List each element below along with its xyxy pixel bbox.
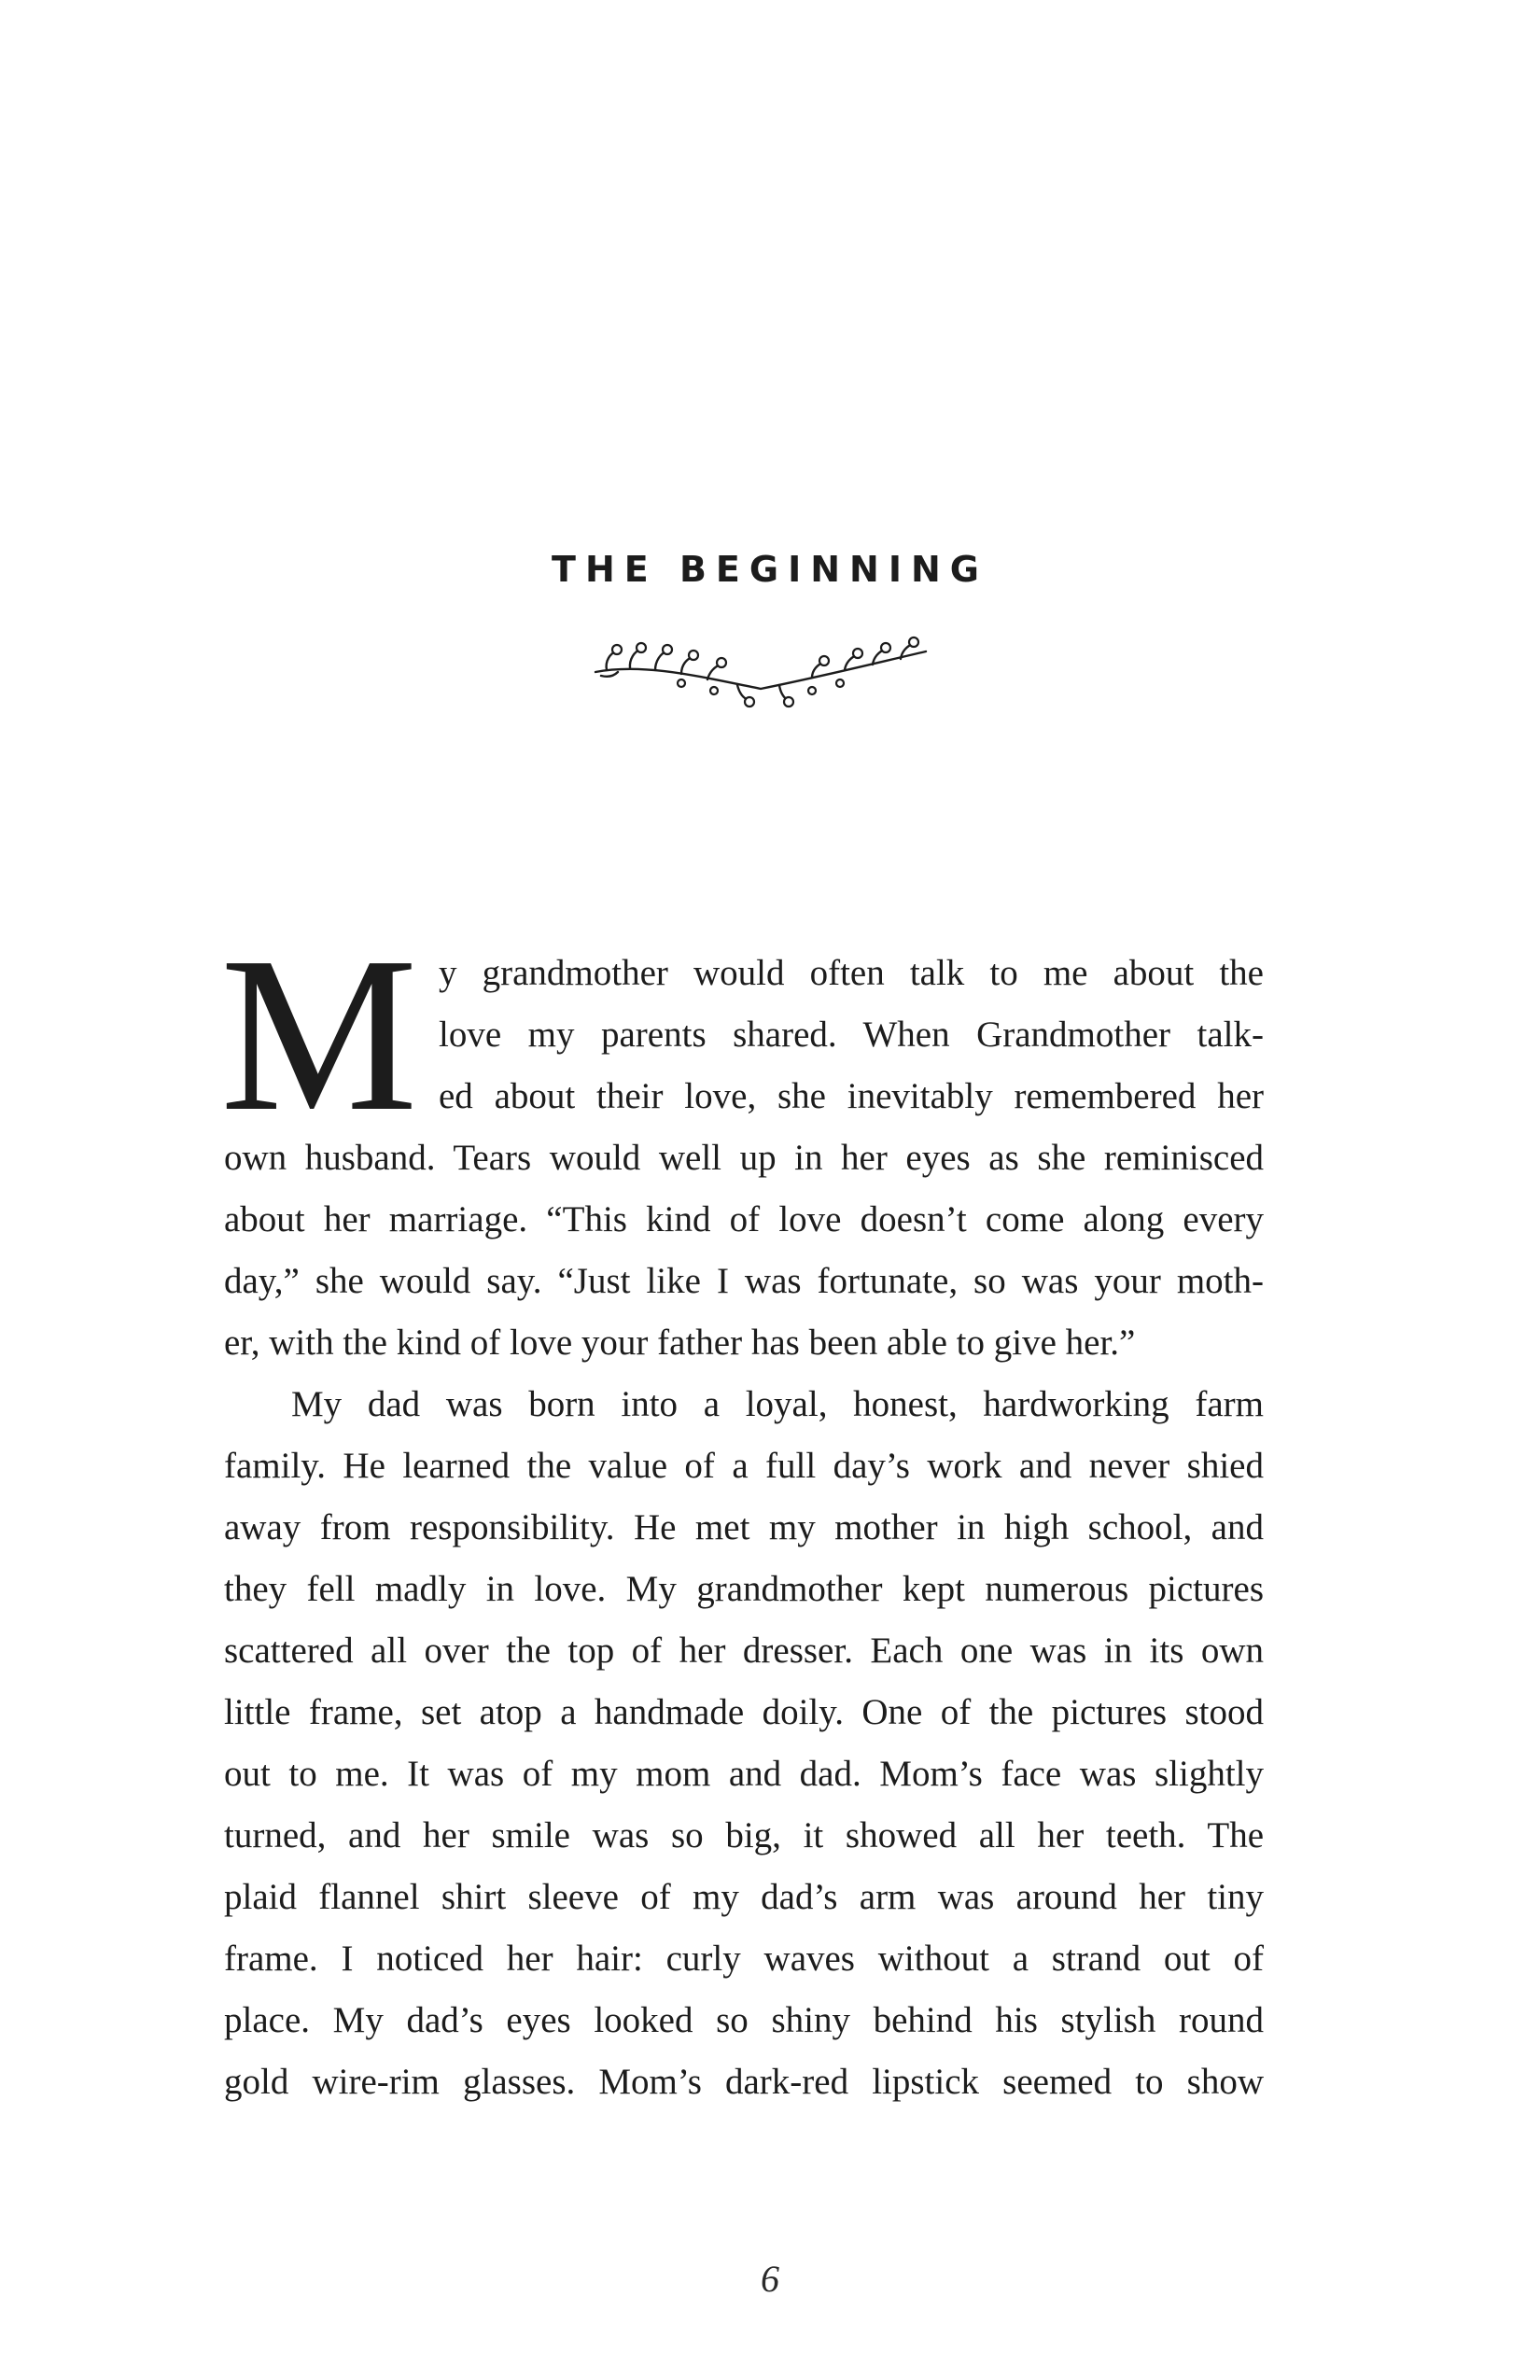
text-line: gold wire-rim glasses. Mom’s dark-red lipstick seemed to show	[224, 2062, 1264, 2102]
text-line: own husband. Tears would well up in her eyes as she reminisced	[224, 1138, 1264, 1178]
text-line: er, with the kind of love your father has been able to give her.”	[224, 1323, 1136, 1363]
text-line: My dad was born into a loyal, honest, hardworking farm	[291, 1384, 1264, 1424]
paragraph-2	[224, 1374, 1264, 2113]
text-line: turned, and her smile was so big, it showed all her teeth. The	[224, 1815, 1264, 1855]
text-line: little frame, set atop a handmade doily. One of the pictures stood	[224, 1692, 1264, 1732]
text-line: away from responsibility. He met my mother in high school, and	[224, 1507, 1264, 1547]
chapter-title: THE BEGINNING	[552, 549, 988, 590]
text-line: ed about their love, she inevitably remembered her	[439, 1076, 1264, 1116]
text-line: love my parents shared. When Grandmother talk-	[439, 1015, 1264, 1055]
text-line: place. My dad’s eyes looked so shiny behind his stylish round	[224, 2000, 1264, 2040]
text-line: plaid flannel shirt sleeve of my dad’s arm was around her tiny	[224, 1877, 1264, 1917]
page-number: 6	[761, 2258, 779, 2300]
text-line: scattered all over the top of her dresser. Each one was in its own	[224, 1631, 1264, 1671]
text-line: y grandmother would often talk to me about the	[439, 953, 1264, 993]
drop-cap: M	[220, 912, 418, 1157]
vine-flourish-icon	[588, 635, 933, 709]
chapter-body	[220, 912, 1264, 2113]
paragraph-1	[220, 912, 1264, 1374]
text-line: frame. I noticed her hair: curly waves without a strand out of	[224, 1939, 1264, 1979]
text-line: family. He learned the value of a full day’s work and never shied	[224, 1446, 1264, 1486]
text-line: they fell madly in love. My grandmother kept numerous pictures	[224, 1569, 1264, 1609]
text-line: about her marriage. “This kind of love doesn’t come along every	[224, 1199, 1264, 1239]
text-line: out to me. It was of my mom and dad. Mom’s face was slightly	[224, 1754, 1264, 1794]
text-line: day,” she would say. “Just like I was fortunate, so was your moth-	[224, 1261, 1264, 1301]
